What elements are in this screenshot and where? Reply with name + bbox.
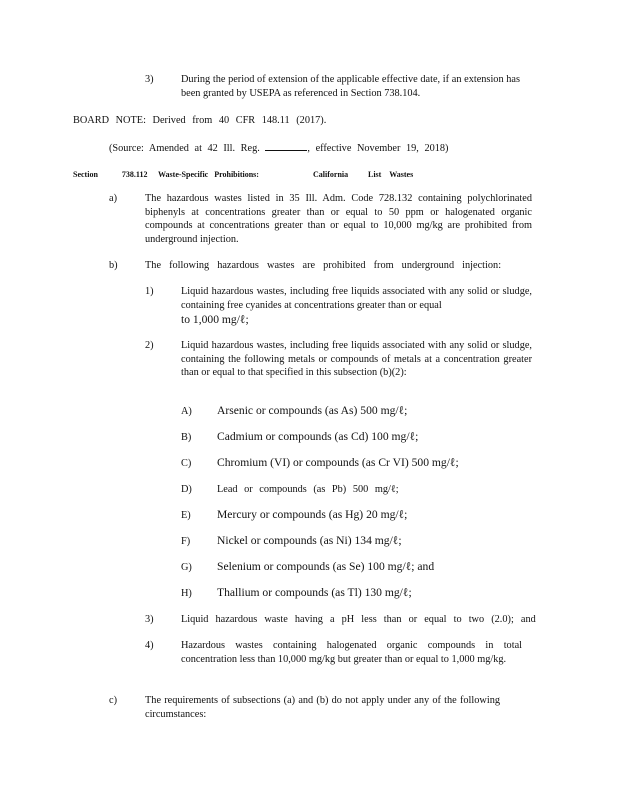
item-label: 3) bbox=[145, 74, 154, 85]
section-title: Waste-Specific Prohibitions: bbox=[158, 170, 259, 179]
metal-text: Selenium or compounds (as Se) 100 mg/ℓ; and bbox=[217, 560, 435, 573]
source-prefix: (Source: Amended at 42 Ill. Reg. bbox=[109, 143, 260, 154]
metal-label: A) bbox=[181, 406, 192, 417]
item-text: Hazardous wastes containing halogenated organic compounds in total concentration less than 10,000 mg/kg but greater than or equal to 1,000 mg/kg. bbox=[181, 640, 522, 665]
item-text: Liquid hazardous waste having a pH less than or equal to two (2.0); and bbox=[181, 614, 536, 625]
metal-text: Lead or compounds (as Pb) 500 mg/ℓ; bbox=[217, 484, 399, 495]
subsection-a-text: The hazardous wastes listed in 35 Ill. Adm. Code 728.132 containing polychlorinated biphenyls at concentrations greater than or equal to 50 ppm or halogenated organic compounds at concentrations greater than or equal to 10,000 mg/kg are prohibited from underground injection. bbox=[145, 193, 532, 245]
section-title-3: List Wastes bbox=[368, 170, 414, 179]
item-label: 1) bbox=[145, 286, 154, 297]
item-text: Liquid hazardous wastes, including free liquids associated with any solid or sludge, containing free cyanides at concentrations greater than or equal bbox=[181, 286, 532, 311]
source-note bbox=[109, 141, 448, 156]
metal-text: Nickel or compounds (as Ni) 134 mg/ℓ; bbox=[217, 534, 402, 547]
metal-text: Arsenic or compounds (as As) 500 mg/ℓ; bbox=[217, 404, 408, 417]
metal-label: E) bbox=[181, 510, 191, 521]
metal-text: Mercury or compounds (as Hg) 20 mg/ℓ; bbox=[217, 508, 408, 521]
subsection-b-label: b) bbox=[109, 260, 118, 271]
board-note: BOARD NOTE: Derived from 40 CFR 148.11 (2017). bbox=[73, 115, 327, 126]
item-text: During the period of extension of the applicable effective date, if an extension has been granted by USEPA as referenced in Section 738.104. bbox=[181, 74, 520, 99]
subsection-b-text: The following hazardous wastes are prohibited from underground injection: bbox=[145, 260, 502, 271]
subsection-c-label: c) bbox=[109, 695, 117, 706]
subsection-c-text: The requirements of subsections (a) and (b) do not apply under any of the following circumstances: bbox=[145, 695, 500, 720]
metal-label: F) bbox=[181, 536, 191, 547]
item-text: Liquid hazardous wastes, including free liquids associated with any solid or sludge, containing the following metals or compounds of metals at a concentration greater than or equal to that specified in this subsection (b)(2): bbox=[181, 340, 532, 379]
item-label: 4) bbox=[145, 640, 154, 651]
metal-text: Cadmium or compounds (as Cd) 100 mg/ℓ; bbox=[217, 430, 419, 443]
metal-label: B) bbox=[181, 432, 192, 443]
metal-text: Chromium (VI) or compounds (as Cr VI) 500 mg/ℓ; bbox=[217, 456, 459, 469]
section-title-2: California bbox=[313, 170, 349, 179]
metal-text: Thallium or compounds (as Tl) 130 mg/ℓ; bbox=[217, 586, 412, 599]
metal-label: G) bbox=[181, 562, 192, 573]
item-text-tail: to 1,000 mg/ℓ; bbox=[181, 313, 249, 326]
metal-label: H) bbox=[181, 588, 192, 599]
item-label: 2) bbox=[145, 340, 154, 351]
source-blank bbox=[265, 141, 307, 151]
metal-label: C) bbox=[181, 458, 192, 469]
source-suffix: , effective November 19, 2018) bbox=[307, 143, 449, 154]
item-label: 3) bbox=[145, 614, 154, 625]
subsection-a-label: a) bbox=[109, 193, 117, 204]
metal-label: D) bbox=[181, 484, 192, 495]
section-number: Section 738.112 bbox=[73, 170, 148, 179]
